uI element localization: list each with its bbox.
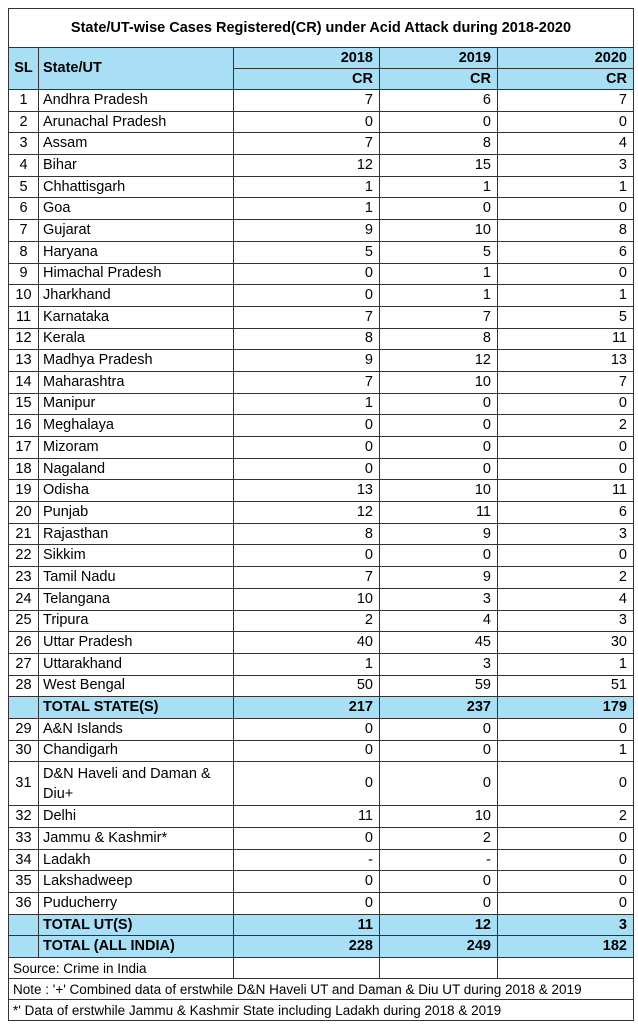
table-row	[9, 220, 634, 242]
row-value-2018: 0	[234, 718, 380, 740]
header-state: State/UT	[39, 48, 234, 90]
row-value-2018: 11	[234, 806, 380, 828]
table-row	[9, 198, 634, 220]
table-row	[9, 632, 634, 654]
row-value-2020: 0	[498, 828, 634, 850]
row-value-2018: 7	[234, 371, 380, 393]
row-value-2019: 0	[380, 393, 498, 415]
row-value-2020: 0	[498, 111, 634, 133]
row-value-2020: 11	[498, 480, 634, 502]
header-row-years	[9, 48, 634, 69]
row-value-2018: 7	[234, 306, 380, 328]
row-value-2020: 3	[498, 610, 634, 632]
row-value-2020: 7	[498, 90, 634, 112]
row-sl: 13	[9, 350, 39, 372]
row-sl: 18	[9, 458, 39, 480]
table-row	[9, 828, 634, 850]
row-name: Maharashtra	[39, 371, 234, 393]
row-sl: 7	[9, 220, 39, 242]
note-text: Note : '+' Combined data of erstwhile D&N Haveli UT and Daman & Diu UT during 2018 & 2019	[9, 979, 634, 1000]
table-row	[9, 849, 634, 871]
row-value-2018: 50	[234, 675, 380, 697]
row-name: Mizoram	[39, 437, 234, 459]
row-name: Manipur	[39, 393, 234, 415]
row-name: A&N Islands	[39, 718, 234, 740]
row-value-2018: 0	[234, 740, 380, 762]
row-name: Uttarakhand	[39, 653, 234, 675]
total-sl-empty	[9, 914, 39, 936]
row-sl: 4	[9, 155, 39, 177]
row-value-2019: 10	[380, 220, 498, 242]
total-sl-empty	[9, 936, 39, 958]
total-uts-row	[9, 914, 634, 936]
row-value-2019: 3	[380, 653, 498, 675]
row-name: Himachal Pradesh	[39, 263, 234, 285]
row-value-2020: 3	[498, 523, 634, 545]
row-value-2018: -	[234, 849, 380, 871]
row-value-2020: 0	[498, 762, 634, 806]
table-title: State/UT-wise Cases Registered(CR) under Acid Attack during 2018-2020	[9, 9, 634, 48]
table-row	[9, 393, 634, 415]
source-empty-2019	[380, 958, 498, 979]
row-sl: 23	[9, 567, 39, 589]
row-name: Meghalaya	[39, 415, 234, 437]
row-value-2018: 12	[234, 502, 380, 524]
row-sl: 2	[9, 111, 39, 133]
row-value-2020: 1	[498, 740, 634, 762]
row-value-2018: 0	[234, 285, 380, 307]
row-value-2020: 2	[498, 567, 634, 589]
row-value-2018: 1	[234, 653, 380, 675]
row-value-2018: 7	[234, 133, 380, 155]
header-cr-2019: CR	[380, 69, 498, 90]
table-row	[9, 328, 634, 350]
row-name: Puducherry	[39, 893, 234, 915]
row-sl: 6	[9, 198, 39, 220]
row-value-2018: 9	[234, 350, 380, 372]
total-india-row	[9, 936, 634, 958]
row-sl: 33	[9, 828, 39, 850]
row-name: Odisha	[39, 480, 234, 502]
row-value-2018: 12	[234, 155, 380, 177]
row-value-2018: 0	[234, 762, 380, 806]
table-row	[9, 90, 634, 112]
header-sl: SL	[9, 48, 39, 90]
row-value-2019: 2	[380, 828, 498, 850]
row-value-2019: 7	[380, 306, 498, 328]
row-value-2020: 13	[498, 350, 634, 372]
table-row	[9, 806, 634, 828]
table-row	[9, 871, 634, 893]
row-value-2019: 10	[380, 371, 498, 393]
row-sl: 25	[9, 610, 39, 632]
table-row	[9, 588, 634, 610]
row-value-2018: 8	[234, 328, 380, 350]
row-sl: 27	[9, 653, 39, 675]
row-value-2018: 0	[234, 458, 380, 480]
total-value-2020: 182	[498, 936, 634, 958]
table-row	[9, 523, 634, 545]
row-name: Karnataka	[39, 306, 234, 328]
table-row	[9, 111, 634, 133]
row-sl: 3	[9, 133, 39, 155]
row-sl: 34	[9, 849, 39, 871]
row-value-2019: 8	[380, 133, 498, 155]
row-value-2018: 0	[234, 437, 380, 459]
table-row	[9, 545, 634, 567]
row-sl: 1	[9, 90, 39, 112]
row-sl: 24	[9, 588, 39, 610]
row-name: Madhya Pradesh	[39, 350, 234, 372]
row-value-2018: 7	[234, 567, 380, 589]
source-empty-2018	[234, 958, 380, 979]
acid-attack-table-container	[8, 8, 633, 1021]
header-cr-2020: CR	[498, 69, 634, 90]
row-value-2018: 0	[234, 111, 380, 133]
total-value-2019: 237	[380, 697, 498, 719]
row-sl: 8	[9, 241, 39, 263]
row-value-2019: 8	[380, 328, 498, 350]
row-value-2019: 0	[380, 437, 498, 459]
row-value-2020: 4	[498, 133, 634, 155]
row-value-2019: 0	[380, 762, 498, 806]
row-value-2019: 12	[380, 350, 498, 372]
row-name: Gujarat	[39, 220, 234, 242]
row-sl: 31	[9, 762, 39, 806]
row-sl: 21	[9, 523, 39, 545]
table-row	[9, 285, 634, 307]
row-value-2019: 0	[380, 718, 498, 740]
note-row	[9, 1000, 634, 1021]
table-row	[9, 893, 634, 915]
row-value-2020: 0	[498, 458, 634, 480]
row-value-2018: 9	[234, 220, 380, 242]
row-name: Arunachal Pradesh	[39, 111, 234, 133]
row-name: Chandigarh	[39, 740, 234, 762]
row-value-2020: 2	[498, 806, 634, 828]
source-row	[9, 958, 634, 979]
row-value-2018: 13	[234, 480, 380, 502]
row-value-2019: 0	[380, 415, 498, 437]
row-sl: 36	[9, 893, 39, 915]
row-name: Andhra Pradesh	[39, 90, 234, 112]
row-name: Uttar Pradesh	[39, 632, 234, 654]
row-value-2019: 11	[380, 502, 498, 524]
total-value-2019: 12	[380, 914, 498, 936]
row-name: Jharkhand	[39, 285, 234, 307]
table-row	[9, 415, 634, 437]
row-value-2018: 0	[234, 871, 380, 893]
table-row	[9, 437, 634, 459]
row-sl: 5	[9, 176, 39, 198]
row-sl: 28	[9, 675, 39, 697]
total-value-2018: 217	[234, 697, 380, 719]
row-sl: 11	[9, 306, 39, 328]
row-value-2020: 6	[498, 502, 634, 524]
total-value-2018: 228	[234, 936, 380, 958]
row-value-2020: 0	[498, 718, 634, 740]
total-sl-empty	[9, 697, 39, 719]
row-value-2019: 3	[380, 588, 498, 610]
row-value-2019: 0	[380, 871, 498, 893]
row-sl: 35	[9, 871, 39, 893]
row-value-2020: 11	[498, 328, 634, 350]
row-value-2019: 0	[380, 198, 498, 220]
table-row	[9, 567, 634, 589]
row-name: Jammu & Kashmir*	[39, 828, 234, 850]
row-name: D&N Haveli and Daman & Diu+	[39, 762, 234, 806]
row-value-2019: 5	[380, 241, 498, 263]
table-row	[9, 480, 634, 502]
table-row	[9, 740, 634, 762]
row-sl: 19	[9, 480, 39, 502]
acid-attack-table	[8, 8, 634, 1021]
row-value-2018: 0	[234, 415, 380, 437]
total-value-2020: 3	[498, 914, 634, 936]
row-sl: 29	[9, 718, 39, 740]
row-sl: 30	[9, 740, 39, 762]
row-value-2018: 0	[234, 263, 380, 285]
table-row	[9, 762, 634, 806]
total-label: TOTAL (ALL INDIA)	[39, 936, 234, 958]
table-row	[9, 133, 634, 155]
row-value-2019: 6	[380, 90, 498, 112]
row-sl: 20	[9, 502, 39, 524]
title-row	[9, 9, 634, 48]
row-value-2020: 1	[498, 653, 634, 675]
row-sl: 22	[9, 545, 39, 567]
row-value-2020: 8	[498, 220, 634, 242]
row-value-2018: 5	[234, 241, 380, 263]
row-name: Assam	[39, 133, 234, 155]
row-value-2019: 10	[380, 480, 498, 502]
row-value-2019: 59	[380, 675, 498, 697]
row-value-2018: 40	[234, 632, 380, 654]
table-row	[9, 675, 634, 697]
row-value-2019: 0	[380, 740, 498, 762]
row-sl: 26	[9, 632, 39, 654]
row-name: Delhi	[39, 806, 234, 828]
row-name: West Bengal	[39, 675, 234, 697]
note-row	[9, 979, 634, 1000]
row-sl: 17	[9, 437, 39, 459]
row-name: Rajasthan	[39, 523, 234, 545]
row-value-2020: 1	[498, 285, 634, 307]
row-value-2019: 4	[380, 610, 498, 632]
table-row	[9, 241, 634, 263]
row-value-2019: 0	[380, 893, 498, 915]
row-name: Tamil Nadu	[39, 567, 234, 589]
total-label: TOTAL UT(S)	[39, 914, 234, 936]
row-value-2018: 0	[234, 545, 380, 567]
row-name: Nagaland	[39, 458, 234, 480]
row-value-2018: 1	[234, 393, 380, 415]
row-value-2020: 0	[498, 263, 634, 285]
row-value-2020: 4	[498, 588, 634, 610]
row-name: Chhattisgarh	[39, 176, 234, 198]
row-value-2019: 10	[380, 806, 498, 828]
row-value-2020: 5	[498, 306, 634, 328]
table-row	[9, 176, 634, 198]
row-value-2020: 1	[498, 176, 634, 198]
row-name: Kerala	[39, 328, 234, 350]
row-value-2020: 0	[498, 893, 634, 915]
row-value-2019: 1	[380, 176, 498, 198]
total-value-2020: 179	[498, 697, 634, 719]
row-value-2020: 2	[498, 415, 634, 437]
table-row	[9, 263, 634, 285]
row-value-2019: 0	[380, 458, 498, 480]
row-value-2019: 9	[380, 567, 498, 589]
table-row	[9, 653, 634, 675]
row-name: Sikkim	[39, 545, 234, 567]
row-value-2018: 0	[234, 828, 380, 850]
row-name: Goa	[39, 198, 234, 220]
row-value-2020: 0	[498, 849, 634, 871]
row-name: Ladakh	[39, 849, 234, 871]
source-text: Source: Crime in India	[9, 958, 234, 979]
row-sl: 16	[9, 415, 39, 437]
row-name: Punjab	[39, 502, 234, 524]
table-row	[9, 718, 634, 740]
row-name: Tripura	[39, 610, 234, 632]
header-year-2020: 2020	[498, 48, 634, 69]
header-year-2018: 2018	[234, 48, 380, 69]
row-name: Lakshadweep	[39, 871, 234, 893]
header-year-2019: 2019	[380, 48, 498, 69]
header-cr-2018: CR	[234, 69, 380, 90]
row-sl: 9	[9, 263, 39, 285]
row-value-2019: 1	[380, 285, 498, 307]
row-value-2020: 0	[498, 198, 634, 220]
row-value-2018: 1	[234, 198, 380, 220]
total-value-2018: 11	[234, 914, 380, 936]
row-name: Bihar	[39, 155, 234, 177]
row-name: Telangana	[39, 588, 234, 610]
row-value-2020: 7	[498, 371, 634, 393]
note-text: *' Data of erstwhile Jammu & Kashmir State including Ladakh during 2018 & 2019	[9, 1000, 634, 1021]
table-row	[9, 502, 634, 524]
row-value-2019: 0	[380, 545, 498, 567]
row-value-2019: -	[380, 849, 498, 871]
total-value-2019: 249	[380, 936, 498, 958]
total-label: TOTAL STATE(S)	[39, 697, 234, 719]
row-value-2018: 1	[234, 176, 380, 198]
row-name: Haryana	[39, 241, 234, 263]
row-value-2020: 3	[498, 155, 634, 177]
row-value-2020: 0	[498, 437, 634, 459]
row-value-2018: 10	[234, 588, 380, 610]
row-value-2019: 0	[380, 111, 498, 133]
row-value-2020: 0	[498, 393, 634, 415]
row-value-2019: 9	[380, 523, 498, 545]
row-value-2020: 0	[498, 545, 634, 567]
table-row	[9, 610, 634, 632]
table-row	[9, 306, 634, 328]
row-value-2020: 0	[498, 871, 634, 893]
row-value-2018: 0	[234, 893, 380, 915]
total-states-row	[9, 697, 634, 719]
row-sl: 14	[9, 371, 39, 393]
row-sl: 12	[9, 328, 39, 350]
table-row	[9, 155, 634, 177]
table-row	[9, 458, 634, 480]
row-value-2020: 30	[498, 632, 634, 654]
table-row	[9, 371, 634, 393]
row-value-2019: 15	[380, 155, 498, 177]
row-value-2020: 51	[498, 675, 634, 697]
row-sl: 10	[9, 285, 39, 307]
table-row	[9, 350, 634, 372]
row-value-2018: 7	[234, 90, 380, 112]
row-sl: 15	[9, 393, 39, 415]
row-value-2019: 1	[380, 263, 498, 285]
row-value-2018: 8	[234, 523, 380, 545]
row-value-2018: 2	[234, 610, 380, 632]
row-value-2020: 6	[498, 241, 634, 263]
row-value-2019: 45	[380, 632, 498, 654]
source-empty-2020	[498, 958, 634, 979]
row-sl: 32	[9, 806, 39, 828]
